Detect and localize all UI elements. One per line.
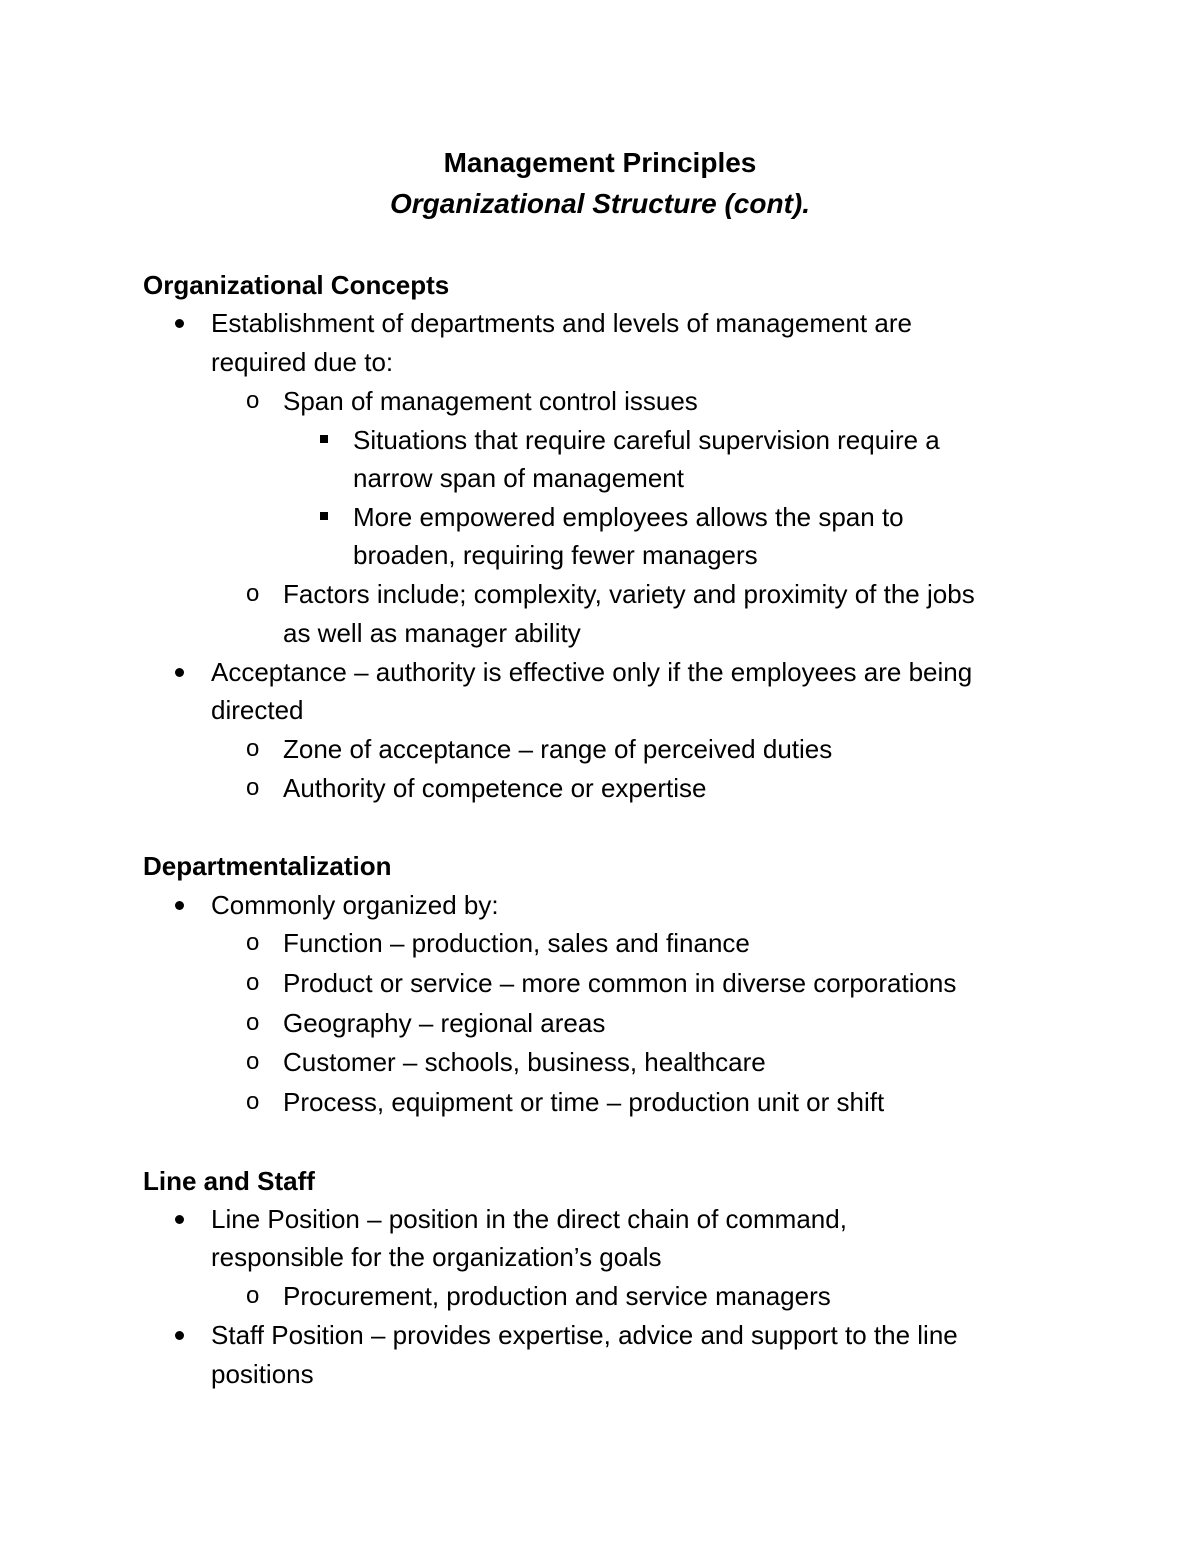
bullet-icon xyxy=(175,901,184,910)
sub-list-item: Geography – regional areas xyxy=(283,1008,606,1038)
sub-list-item: Factors include; complexity, variety and proximity of the jobs xyxy=(283,579,975,609)
sub-bullet-icon: o xyxy=(246,580,260,607)
list-item: Staff Position – provides expertise, advice and support to the line xyxy=(211,1320,958,1350)
sub-sub-list-item-continuation: broaden, requiring fewer managers xyxy=(353,540,758,570)
square-bullet-icon xyxy=(320,512,328,520)
section-heading-organizational-concepts: Organizational Concepts xyxy=(143,270,450,300)
square-bullet-icon xyxy=(320,435,328,443)
sub-bullet-icon: o xyxy=(246,1088,260,1115)
bullet-icon xyxy=(175,319,184,328)
page-title: Management Principles xyxy=(443,147,757,178)
section-heading-line-and-staff: Line and Staff xyxy=(143,1166,315,1196)
list-item: Acceptance – authority is effective only if the employees are being xyxy=(211,657,973,687)
sub-list-item: Process, equipment or time – production unit or shift xyxy=(283,1087,885,1117)
sub-list-item: Function – production, sales and finance xyxy=(283,928,750,958)
sub-list-item-continuation: as well as manager ability xyxy=(283,618,581,648)
list-item: Line Position – position in the direct chain of command, xyxy=(211,1204,847,1234)
sub-bullet-icon: o xyxy=(246,774,260,801)
list-item: Establishment of departments and levels of management are xyxy=(211,308,912,338)
sub-sub-list-item: Situations that require careful supervision require a xyxy=(353,425,940,455)
sub-sub-list-item: More empowered employees allows the span to xyxy=(353,502,904,532)
list-item-continuation: required due to: xyxy=(211,347,394,377)
list-item-continuation: responsible for the organization’s goals xyxy=(211,1242,662,1272)
list-item-continuation: directed xyxy=(211,695,304,725)
sub-bullet-icon: o xyxy=(246,1282,260,1309)
sub-bullet-icon: o xyxy=(246,929,260,956)
list-item: Commonly organized by: xyxy=(211,890,499,920)
sub-bullet-icon: o xyxy=(246,969,260,996)
section-heading-departmentalization: Departmentalization xyxy=(143,851,392,881)
sub-list-item: Zone of acceptance – range of perceived duties xyxy=(283,734,833,764)
sub-list-item: Procurement, production and service managers xyxy=(283,1281,831,1311)
sub-list-item: Customer – schools, business, healthcare xyxy=(283,1047,766,1077)
sub-list-item: Span of management control issues xyxy=(283,386,698,416)
sub-list-item: Product or service – more common in diverse corporations xyxy=(283,968,957,998)
sub-bullet-icon: o xyxy=(246,735,260,762)
sub-sub-list-item-continuation: narrow span of management xyxy=(353,463,684,493)
list-item-continuation: positions xyxy=(211,1359,314,1389)
sub-bullet-icon: o xyxy=(246,387,260,414)
sub-bullet-icon: o xyxy=(246,1048,260,1075)
page-subtitle: Organizational Structure (cont). xyxy=(389,188,811,219)
sub-bullet-icon: o xyxy=(246,1009,260,1036)
bullet-icon xyxy=(175,668,184,677)
sub-list-item: Authority of competence or expertise xyxy=(283,773,707,803)
bullet-icon xyxy=(175,1331,184,1340)
bullet-icon xyxy=(175,1215,184,1224)
